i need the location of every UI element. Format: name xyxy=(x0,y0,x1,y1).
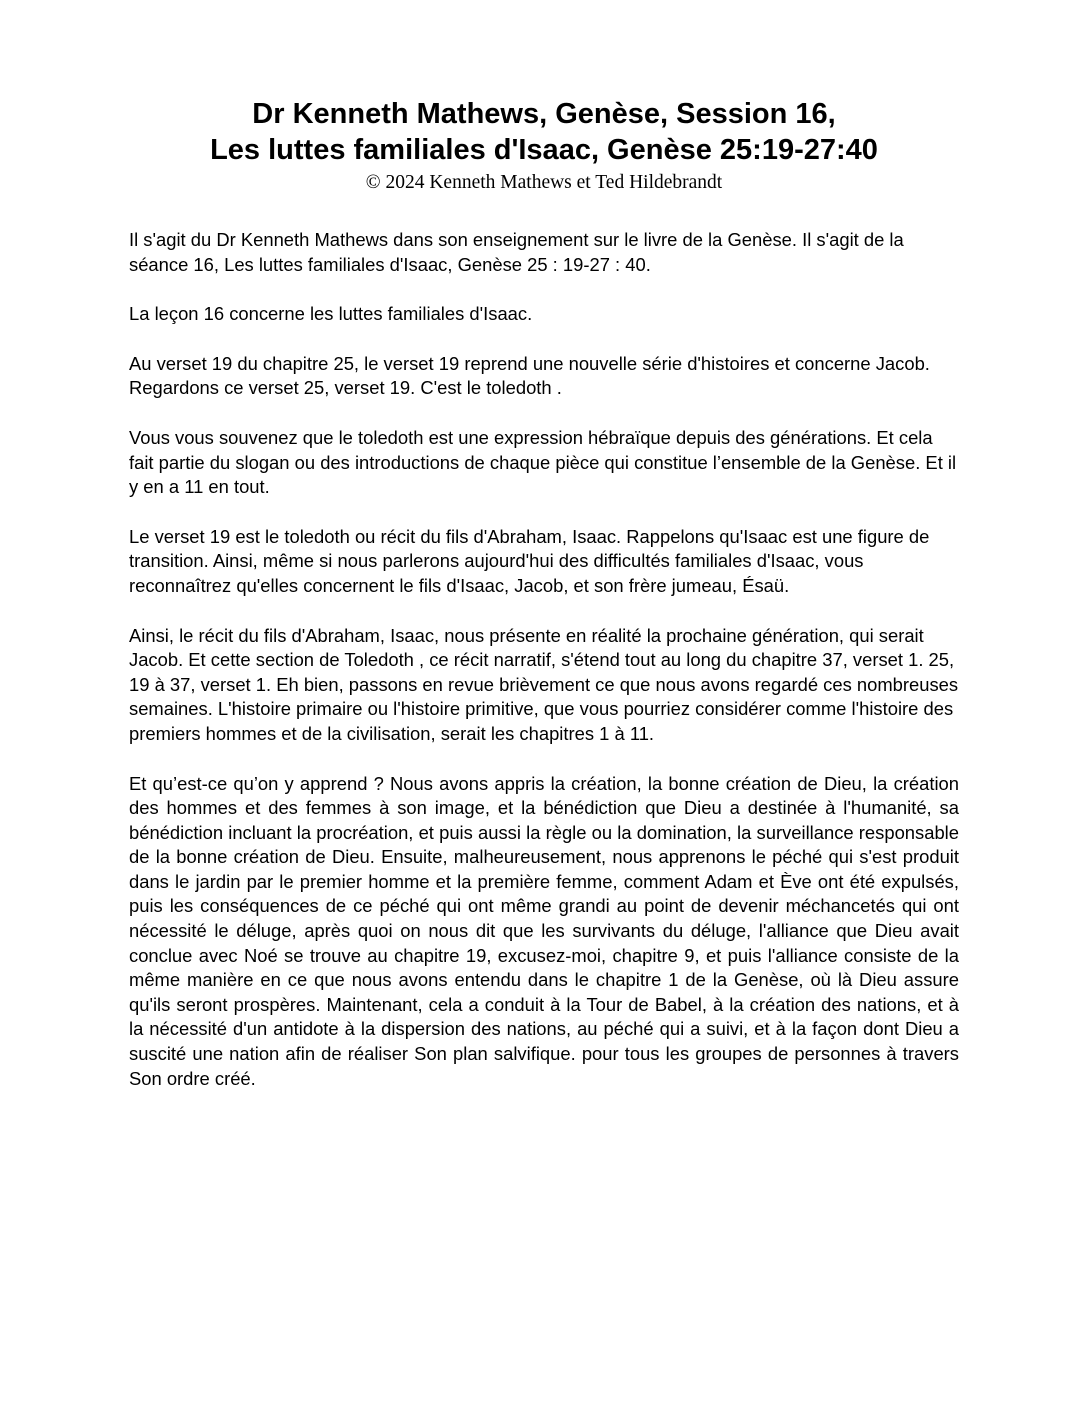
paragraph-jacob: Ainsi, le récit du fils d'Abraham, Isaac, nous présente en réalité la prochaine génération, qui serait Jacob. Et cette section de Toledoth , ce récit narratif, s'étend tout au long du chapitre 37, verset 1. 25, 19 à 37, verset 1. Eh bien, passons en revue brièvement ce que nous avons regardé ces nombreuses semaines. L'histoire primaire ou l'histoire primitive, que vous pourriez considérer comme l'histoire des premiers hommes et de la civilisation, serait les chapitres 1 à 11. xyxy=(129,624,959,744)
header-block xyxy=(0,96,1088,196)
page-subtitle: Les luttes familiales d'Isaac, Genèse 25:19-27:40 xyxy=(210,134,878,166)
paragraph-toledoth: Vous vous souvenez que le toledoth est une expression hébraïque depuis des générations. Et cela fait partie du slogan ou des introductions de chaque pièce qui constitue l’ensemble de la Genèse. Et il y en a 11 en tout. xyxy=(129,426,957,498)
paragraph-lesson: La leçon 16 concerne les luttes familiales d'Isaac. xyxy=(129,303,533,325)
paragraph-intro: Il s'agit du Dr Kenneth Mathews dans son enseignement sur le livre de la Genèse. Il s'agit de la séance 16, Les luttes familiales d'Isaac, Genèse 25 : 19-27 : 40. xyxy=(129,229,904,275)
paragraph-review: Et qu’est-ce qu’on y apprend ? Nous avons appris la création, la bonne création de Dieu, la création des hommes et des femmes à son image, et la bénédiction que Dieu a destinée à l'humanité, sa bénédiction incluant la procréation, et puis aussi la règle ou la domination, la surveillance responsable de la bonne création de Dieu. Ensuite, malheureusement, nous apprenons le péché qui s'est produit dans le jardin par le premier homme et la première femme, comment Adam et Ève ont été expulsés, puis les conséquences de ce péché qui ont même grandi au point de devenir méchancetés qui ont nécessité le déluge, après quoi on nous dit que les survivants du déluge, l'alliance que Dieu avait conclue avec Noé se trouve au chapitre 19, excusez-moi, chapitre 9, et puis l'alliance consiste de la même manière en ce que nous avons entendu dans le chapitre 1 de la Genèse, où là Dieu assure qu'ils seront prospères. Maintenant, cela a conduit à la Tour de Babel, à la création des nations, et à la nécessité d'un antidote à la dispersion des nations, au péché qui a suivi, et à la façon dont Dieu a suscité une nation afin de réaliser Son plan salvifique. pour tous les groupes de personnes à travers Son ordre créé. xyxy=(129,772,959,1089)
paragraph-isaac: Le verset 19 est le toledoth ou récit du fils d'Abraham, Isaac. Rappelons qu'Isaac est une figure de transition. Ainsi, même si nous parlerons aujourd'hui des difficultés familiales d'Isaac, vous reconnaîtrez qu'elles concernent le fils d'Isaac, Jacob, et son frère jumeau, Ésaü. xyxy=(129,525,930,596)
paragraph-verse-19: Au verset 19 du chapitre 25, le verset 19 reprend une nouvelle série d'histoires et concerne Jacob. Regardons ce verset 25, verset 19. C'est le toledoth . xyxy=(129,352,930,399)
page-title: Dr Kenneth Mathews, Genèse, Session 16, xyxy=(252,98,836,130)
copyright-notice: © 2024 Kenneth Mathews et Ted Hildebrandt xyxy=(365,172,723,193)
body-text xyxy=(129,228,959,1116)
